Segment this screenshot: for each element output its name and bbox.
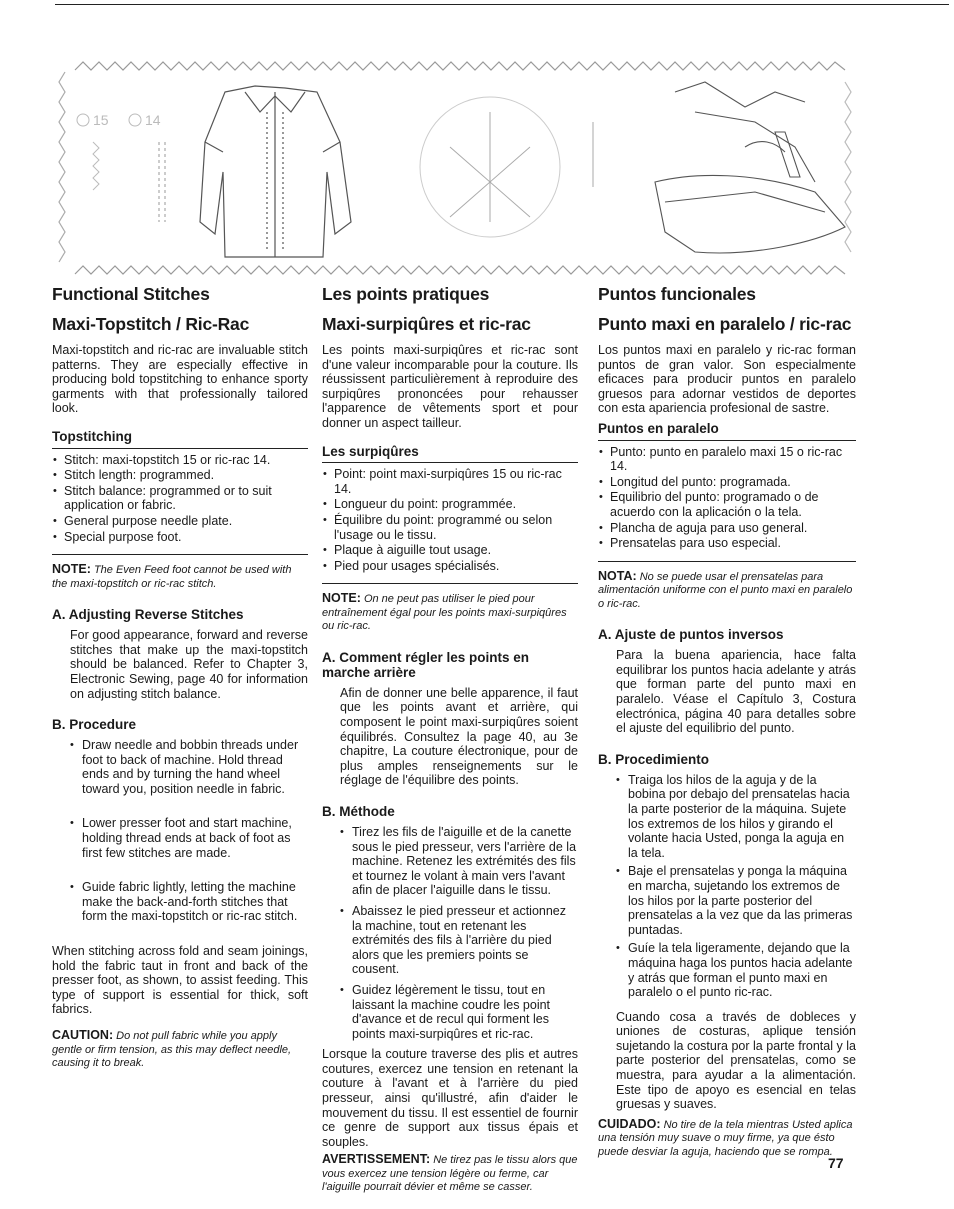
fr-note	[322, 592, 578, 634]
sewing-hands-drawing	[655, 82, 845, 253]
es-caution	[598, 1118, 856, 1160]
list-item: • Guide fabric lightly, letting the machine make the back-and-forth stitches that form the maxi-topstitch or ric-rac stitch.	[70, 880, 308, 924]
list-item: • Longitud del punto: programada.	[598, 475, 856, 490]
list-item: • Draw needle and bobbin threads under foot to back of machine. Hold thread ends and by turning the hand wheel toward you, position needle in fabric.	[70, 738, 308, 796]
list-item: • General purpose needle plate.	[52, 514, 308, 529]
es-section-heading: Puntos en paralelo	[598, 422, 856, 441]
list-item: • Traiga los hilos de la aguja y de la bobina por debajo del prensatelas hacia la parte posterior de la máquina. Sujete los extremos de los hilos y girando el volante hacia Usted, ponga la aguja en la tela.	[616, 773, 856, 861]
list-item: • Equilibrio del punto: programado o de acuerdo con la aplicación o la tela.	[598, 490, 856, 519]
divider	[52, 554, 308, 555]
ricrac-border-top	[75, 62, 845, 70]
en-para-fold: When stitching across fold and seam joinings, hold the fabric taut in front and back of the presser foot, as shown, to assist feeding. This type of support is essential for thick, soft fabrics.	[52, 944, 308, 1017]
fr-heading-b: B. Méthode	[322, 803, 395, 819]
en-steps-list	[52, 738, 308, 924]
list-item: • Punto: punto en paralelo maxi 15 o ric-rac 14.	[598, 445, 856, 474]
feeding-diagram	[420, 97, 593, 237]
fr-para-a: Afin de donner une belle apparence, il faut que les points avant et arrière, qui composent le point maxi-surpiqûres soient équilibrés. Consultez la page 40, au 3e chapitre, La couture électronique, pour de plus amples renseignements sur le réglage de l'équilibre des points.	[340, 685, 578, 788]
stitch-15-icon	[77, 112, 109, 190]
fr-note-text: On ne peut pas utiliser le pied pour entraînement égal pour les points maxi-surpiqûres ou ric-rac.	[322, 593, 567, 633]
en-heading-b: B. Procedure	[52, 717, 137, 733]
fr-para-fold: Lorsque la couture traverse des plis et autres coutures, exercez une tension en retenant la couture à l'avant et à l'arrière du pied presseur, ainsi qu'illustré, afin d'aider le mouvement du tissu. Il est essentiel de fournir ce genre de support aux tissus épais et souples.	[322, 1047, 578, 1149]
list-item: • Lower presser foot and start machine, holding thread ends at back of foot as first few stitches are made.	[70, 816, 308, 860]
illustration-panel	[55, 52, 855, 282]
en-note-label: NOTE:	[52, 562, 91, 577]
es-para-fold: Cuando cosa a través de dobleces y uniones de costuras, aplique tensión sujetando la costura por la parte frontal y la parte posterior del prensatelas, como se muestra, para ayudar a la alimentación. Este tipo de apoyo es esencial en telas gruesas y suaves.	[616, 1009, 856, 1112]
list-item: • Prensatelas para uso especial.	[598, 536, 856, 551]
top-rule	[55, 4, 949, 5]
list-item: • Plaque à aiguille tout usage.	[322, 543, 578, 558]
en-subtitle: Maxi-Topstitch / Ric-Rac	[52, 314, 250, 334]
list-item: • Longueur du point: programmée.	[322, 497, 578, 512]
es-note-text: No se puede usar el prensatelas para alimentación uniforme con el punto maxi en paralelo o ric-rac.	[598, 570, 853, 610]
ricrac-border-right	[845, 82, 851, 252]
spanish-column	[598, 283, 856, 1169]
es-subtitle: Punto maxi en paralelo / ric-rac	[598, 314, 852, 334]
es-heading-b: B. Procedimiento	[598, 751, 710, 767]
stitch-14-label: 14	[145, 112, 161, 128]
list-item: • Guíe la tela ligeramente, dejando que la máquina haga los puntos hacia adelante y atrás que forman el punto maxi en paralelo o el punto ric-rac.	[616, 941, 856, 999]
list-item: • Stitch: maxi-topstitch 15 or ric-rac 14.	[52, 453, 308, 468]
fr-caution	[322, 1153, 578, 1195]
en-caution-text: Do not pull fabric while you apply gentle or firm tension, as this may deflect needle, causing it to break.	[52, 1030, 292, 1069]
ricrac-border-bottom	[75, 266, 845, 274]
list-item: • Guidez légèrement le tissu, tout en laissant la machine coudre les point d'avance et de recul qui forment les points maxi-surpiqûres et ric-rac.	[340, 983, 578, 1041]
stitch-14-icon	[129, 112, 165, 222]
list-item: • Pied pour usages spécialisés.	[322, 559, 578, 574]
en-note-text: The Even Feed foot cannot be used with the maxi-topstitch or ric-rac stitch.	[52, 564, 292, 590]
list-item: • Stitch balance: programmed or to suit application or fabric.	[52, 484, 308, 513]
list-item: • Équilibre du point: programmé ou selon l'usage ou le tissu.	[322, 513, 578, 542]
list-item: • Abaissez le pied presseur et actionnez la machine, tout en retenant les extrémités des fils à l'arrière du pied alors que les premiers points se cousent.	[340, 904, 578, 977]
fr-section-heading: Les surpiqûres	[322, 445, 578, 464]
en-caution-label: CAUTION:	[52, 1028, 114, 1042]
en-title: Functional Stitches	[52, 284, 210, 304]
french-column	[322, 283, 578, 1205]
es-intro: Los puntos maxi en paralelo y ric-rac forman puntos de gran valor. Son especialmente eficaces para producir puntos en paralelo gruesos para adornar vestidos de deportes con esta apariencia profesional de sastre.	[598, 343, 856, 416]
en-heading-a: A. Adjusting Reverse Stitches	[52, 607, 244, 623]
fr-caution-label: AVERTISSEMENT:	[322, 1152, 431, 1167]
en-note	[52, 563, 308, 591]
stitch-15-label: 15	[93, 112, 109, 128]
es-note-label: NOTA:	[598, 568, 637, 583]
list-item: • Point: point maxi-surpiqûres 15 ou ric-rac 14.	[322, 467, 578, 496]
list-item: • Baje el prensatelas y ponga la máquina en marcha, sujetando los extremos de los hilos por la parte posterior del prensatelas a la vez que da las primeras puntadas.	[616, 864, 856, 937]
divider	[598, 561, 856, 562]
fr-subtitle: Maxi-surpiqûres et ric-rac	[322, 314, 531, 334]
list-item: • Special purpose foot.	[52, 530, 308, 545]
fr-caution-text: Ne tirez pas le tissu alors que vous exercez une tension légère ou ferme, car l'aiguille pourrait dévier et même se casser.	[322, 1154, 578, 1194]
ricrac-border-left	[59, 72, 65, 262]
es-caution-label: CUIDADO:	[598, 1116, 661, 1131]
en-section-heading: Topstitching	[52, 430, 308, 449]
fr-heading-a: A. Comment régler les points en marche arrière	[322, 649, 530, 680]
fr-steps-list	[322, 825, 578, 1041]
es-caution-text: No tire de la tela mientras Usted aplica una tensión muy suave o muy firme, ya que ésto puede desviar la aguja, haciendo que se rompa.	[598, 1118, 853, 1158]
fr-note-label: NOTE:	[322, 591, 361, 606]
en-para-a: For good appearance, forward and reverse stitches that make up the maxi-topstitch should be balanced. Refer to Chapter 3, Electronic Sewing, page 40 for information on adjusting stitch balance.	[70, 628, 308, 701]
english-column	[52, 283, 308, 1081]
es-heading-a: A. Ajuste de puntos inversos	[598, 627, 784, 643]
es-title: Puntos funcionales	[598, 284, 756, 304]
es-note	[598, 570, 856, 612]
es-steps-list	[598, 773, 856, 1000]
page-number: 77	[828, 1155, 844, 1171]
list-item: • Tirez les fils de l'aiguille et de la canette sous le pied presseur, vers l'arrière de la machine. Retenez les extrémités des fils et tournez le volant à main vers l'avant afin de placer l'aiguille dans le tissu.	[340, 825, 578, 898]
en-caution	[52, 1029, 308, 1071]
list-item: • Stitch length: programmed.	[52, 468, 308, 483]
jacket-drawing	[200, 86, 351, 257]
es-para-a: Para la buena apariencia, hace falta equilibrar los puntos hacia adelante y atrás que forman parte del punto maxi en paralelo. Véase el Capítulo 3, Costura electrónica, página 40 para detalles sobre el ajuste del equilibrio del punto.	[616, 648, 856, 736]
divider	[322, 583, 578, 584]
es-settings-list	[598, 445, 856, 551]
fr-title: Les points pratiques	[322, 284, 490, 304]
list-item: • Plancha de aguja para uso general.	[598, 521, 856, 536]
fr-intro: Les points maxi-surpiqûres et ric-rac sont d'une valeur incomparable pour la couture. Ils réussissent particulièrement à reproduire des surpiqûres prononcées pour rehausser l'apparence de vêtements sport et pour donner un aspect tailleur.	[322, 343, 578, 430]
en-settings-list	[52, 453, 308, 545]
fr-settings-list	[322, 467, 578, 573]
en-intro: Maxi-topstitch and ric-rac are invaluable stitch patterns. They are especially effective in producing bold topstitching to enhance sporty garments with that professionally tailored look.	[52, 343, 308, 416]
